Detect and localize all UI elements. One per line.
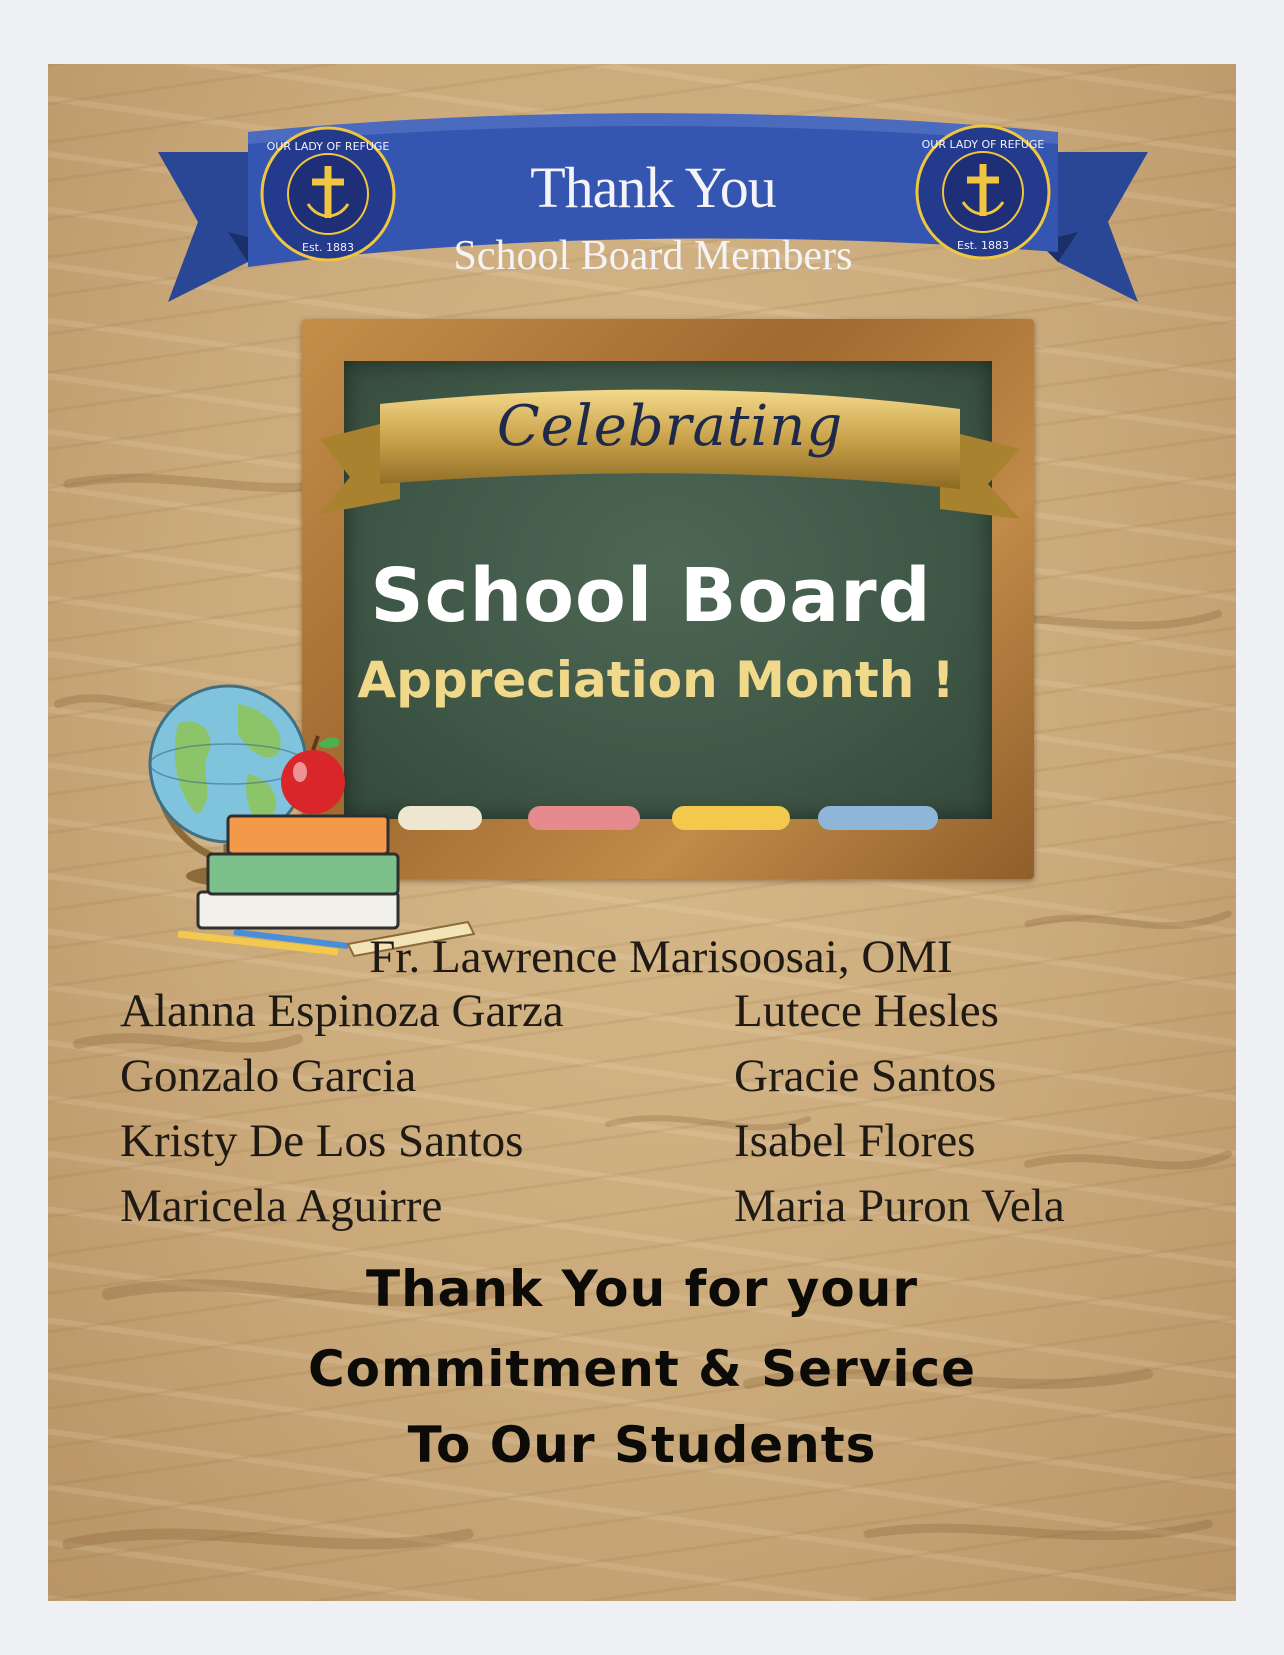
school-supplies-illustration: [138, 654, 498, 974]
member-name: Maria Puron Vela: [734, 1180, 1065, 1232]
member-name: Isabel Flores: [734, 1115, 976, 1167]
member-name: Alanna Espinoza Garza: [120, 985, 564, 1037]
svg-text:Est. 1883: Est. 1883: [957, 239, 1009, 252]
chalk-blue: [818, 806, 938, 830]
closing-line-3: To Our Students: [407, 1416, 877, 1474]
school-seal-icon: [913, 122, 1053, 262]
poster: [48, 64, 1236, 1601]
board-subtitle: Appreciation Month !: [357, 651, 955, 709]
svg-text:OUR LADY OF REFUGE: OUR LADY OF REFUGE: [921, 138, 1045, 151]
chalk-yellow: [672, 806, 790, 830]
members-left-column: [120, 982, 564, 1242]
header-title: Thank You: [530, 155, 776, 220]
closing-line-2: Commitment & Service: [307, 1340, 977, 1398]
members-right-column: [734, 982, 1065, 1242]
member-name: Kristy De Los Santos: [120, 1115, 524, 1167]
header-subtitle: School Board Members: [453, 233, 853, 279]
lead-member: Fr. Lawrence Marisoosai, OMI: [369, 931, 953, 983]
svg-text:Est. 1883: Est. 1883: [302, 241, 354, 254]
board-title: School Board: [370, 553, 932, 639]
chalk-pink: [528, 806, 640, 830]
celebrating-text: Celebrating: [496, 394, 844, 459]
books-icon: [198, 816, 398, 928]
header-ribbon: [158, 92, 1148, 312]
svg-text:OUR LADY OF REFUGE: OUR LADY OF REFUGE: [266, 140, 390, 153]
member-name: Maricela Aguirre: [120, 1180, 443, 1232]
school-seal-icon: [258, 124, 398, 264]
member-name: Gonzalo Garcia: [120, 1050, 417, 1102]
closing-line-1: Thank You for your: [365, 1260, 919, 1318]
member-name: Lutece Hesles: [734, 985, 999, 1037]
member-name: Gracie Santos: [734, 1050, 997, 1102]
